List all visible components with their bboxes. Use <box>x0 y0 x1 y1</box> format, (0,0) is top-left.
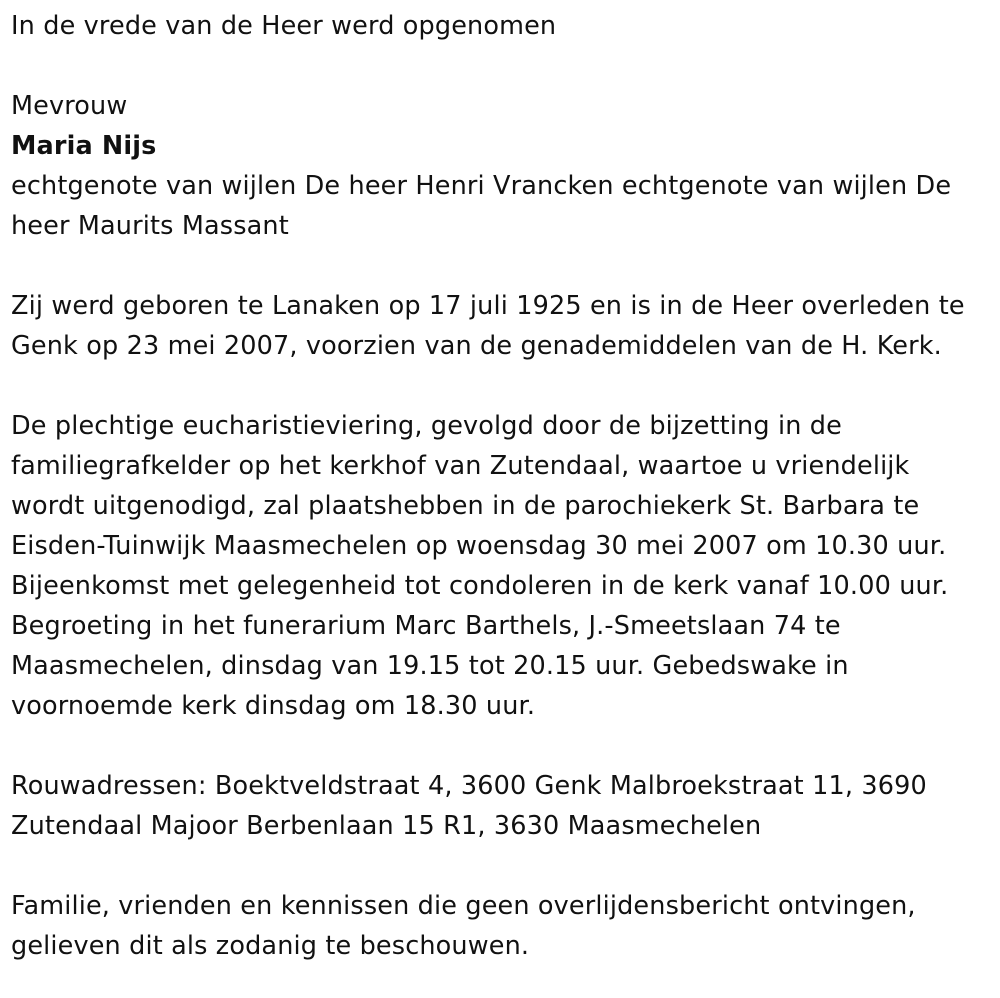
text-line: Maasmechelen, dinsdag van 19.15 tot 20.15 uur. Gebedswake in <box>11 651 849 681</box>
addresses-paragraph <box>11 766 996 846</box>
text-line: Familie, vrienden en kennissen die geen overlijdensbericht ontvingen, <box>11 891 916 921</box>
birth-death-paragraph <box>11 286 996 366</box>
closing-paragraph <box>11 886 996 966</box>
deceased-name: Maria Nijs <box>11 131 157 161</box>
text-line: De plechtige eucharistieviering, gevolgd door de bijzetting in de <box>11 411 842 441</box>
text-line: Bijeenkomst met gelegenheid tot condoleren in de kerk vanaf 10.00 uur. <box>11 571 949 601</box>
text-line: familiegrafkelder op het kerkhof van Zutendaal, waartoe u vriendelijk <box>11 451 910 481</box>
text-line: gelieven dit als zodanig te beschouwen. <box>11 931 530 961</box>
spouse-line: heer Maurits Massant <box>11 211 289 241</box>
spacer <box>11 726 996 766</box>
death-notice <box>11 6 996 966</box>
text-line: Zutendaal Majoor Berbenlaan 15 R1, 3630 Maasmechelen <box>11 811 762 841</box>
spacer <box>11 366 996 406</box>
text-line: Begroeting in het funerarium Marc Barthels, J.-Smeetslaan 74 te <box>11 611 841 641</box>
text-line: wordt uitgenodigd, zal plaatshebben in de parochiekerk St. Barbara te <box>11 491 920 521</box>
spouse-line: echtgenote van wijlen De heer Henri Vrancken echtgenote van wijlen De <box>11 171 952 201</box>
spacer <box>11 846 996 886</box>
text-line: Genk op 23 mei 2007, voorzien van de genademiddelen van de H. Kerk. <box>11 331 942 361</box>
spacer <box>11 246 996 286</box>
text-line: Eisden-Tuinwijk Maasmechelen op woensdag 30 mei 2007 om 10.30 uur. <box>11 531 947 561</box>
text-line: Zij werd geboren te Lanaken op 17 juli 1925 en is in de Heer overleden te <box>11 291 965 321</box>
text-line: voornoemde kerk dinsdag om 18.30 uur. <box>11 691 536 721</box>
text-line: Rouwadressen: Boektveldstraat 4, 3600 Genk Malbroekstraat 11, 3690 <box>11 771 927 801</box>
salutation: Mevrouw <box>11 91 128 121</box>
ceremony-paragraph <box>11 406 996 726</box>
intro-line: In de vrede van de Heer werd opgenomen <box>11 11 557 41</box>
spacer <box>11 46 996 86</box>
